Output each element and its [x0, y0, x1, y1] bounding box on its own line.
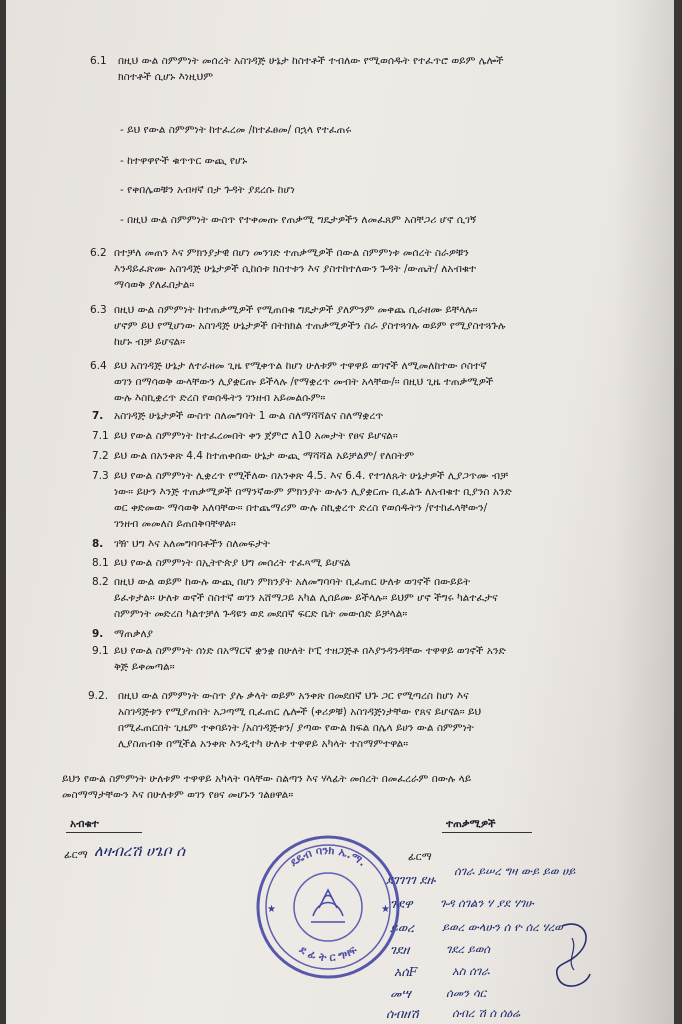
section-9-title: ማጠቃለያ	[114, 628, 154, 640]
clause-6-1-line: በዚህ ውል ስምምነት መሰረት አስገዳጅ ሁኔታ ከስተቶች ተብለው የሚወሰዱት የተፈጥሮ ወይም ሌሎች	[118, 55, 504, 67]
clause-6-3-line: ከሆኑ ብቻ ይሆናል።	[114, 336, 186, 348]
clause-6-1-line: ክስተቶች ሲሆኑ እነዚህም	[118, 71, 214, 83]
clause-6-2-line: እንዳይፈጽሙ አስገዳጅ ሁኔታዎች ሲከሰቱ ክስተቱን እና ያስተከተለውን ጉዳት /ውጤት/ ለአብቁተ	[114, 263, 477, 275]
clause-number: 6.4	[90, 360, 107, 372]
clause-8-2-line: ስምምነት መድረስ ካልተቻለ ጉዳዩን ወደ መደበኛ ፍርድ ቤት መውሰድ ይቻላል።	[114, 608, 408, 620]
clause-7-3-line: ነው። ይሁን እንጅ ተጠቃሚዎች በማንኛውም ምክንያት ውሉን ሊያቋርጡ ቢፈልጉ ለአብቁተ ቢያንስ አንድ	[114, 486, 512, 498]
clause-8-2-line: ይፈቱታል። ሁለቱ ወኖች ስስተኛ ወገን አሸማጋይ አካል ሊሰይሙ ይችላሉ። ይህም ሆኖ ችግሩ ካልተፈታና	[114, 592, 498, 604]
clause-6-2-line: ማሳወቅ ያለፈበታል።	[114, 279, 195, 291]
svg-text:★: ★	[267, 904, 276, 915]
handwritten-signature: ገደረ ይወሰ	[446, 942, 490, 956]
clause-7-2-line: ይህ ውል በአንቀጽ 4.4 ከተጠቀሰው ሁኔታ ውጪ ማሻሻል አይቻልም/ የለበትም	[114, 450, 415, 462]
clause-7-3-line: ወር ቀድመው ማሳወቅ አለባቸው። በተጨማሪም ውሉ ስኪቋረጥ ድረስ የወሰዱትን /የተከፈላቸውን/	[114, 502, 488, 514]
clause-8-2-line: በዚህ ውል ወይም ከውሉ ውጪ በሆነ ምክንያት አለመግባባት ቢፈጠር ሁለቱ ወገኖች በውይይት	[114, 576, 471, 588]
clause-6-2-line: በተቻለ መጠን እና ምክንያታዊ በሆነ መንገድ ተጠቃሚዎች በውል ስምምነቱ መሰረት ስራዎቹን	[114, 247, 469, 259]
clause-number: 8.2	[92, 576, 109, 588]
svg-text:ደ ፊ ት ር ግዛፍ	[296, 942, 359, 964]
clause-number: 9.2.	[88, 690, 109, 702]
section-8-title: ገዥ ህግ እና አለመግባባቶችን ስለመፍታት	[114, 538, 270, 550]
handwritten-signature: ሰገራ ይሠረ ግዛ ውይ ይወ ሀይ	[454, 864, 576, 878]
heading-underline	[442, 832, 532, 833]
clause-7-3-line: ይህ የውል ስምምነት ሊቋረጥ የሚችለው በአንቀጽ 4.5. እና 6.4. የተገለጹት ሁኔታዎች ሊያጋጥሙ ብቻ	[114, 470, 509, 482]
handwritten-signature: ሰመን ሳር	[446, 986, 486, 1000]
clause-7-1-line: ይህ የውል ስምምነት ከተፈረመበት ቀን ጀምሮ ለ10 አመታት የፀና ይሆናል።	[114, 430, 398, 442]
handwritten-name: ደገገገገ ደዙ	[386, 872, 436, 887]
clause-6-4-line: ውሉ እስኪቋረጥ ድረስ የወሰዱትን ገንዘብ አይመልሱም።	[114, 392, 326, 404]
clause-number: 7.2	[92, 450, 109, 462]
left-party-heading: አብቁተ	[70, 818, 99, 830]
handwritten-signature: ሰብረ ሽ ሰ ሰዕሬ	[452, 1006, 520, 1020]
left-signature: ለዛብረሽ ሀጌቦ ሰ	[94, 842, 186, 860]
stamp-bottom-text: ደ ፊ ት ር ግዛፍ	[297, 942, 359, 965]
bullet-item: - የቀበሌወቹን አብዛኛ በታ ጉዳት ያደረሱ ከሆነ	[120, 184, 295, 196]
clause-6-4-line: ይህ አስገዳጅ ሁኔታ ለተራዘመ ጊዜ የሚቀጥል ከሆነ ሁለቱም ተዋዋይ ወገኖች ለሚመለከተው ሶስተኛ	[114, 360, 487, 372]
clause-9-2-line: በሚፈጠርበት ጊዜም ተቀባይነት /አስገዳጅቱን/ ያጣው የውል ክፍል በሌላ ይሀን ውል ስምምነት	[118, 722, 474, 734]
handwritten-signature: አስ ሰገራ	[452, 964, 490, 978]
heading-underline	[66, 832, 142, 833]
clause-6-3-line: በዚህ ውል ስምምነት ከተጠቃሚዎች የሚጠበቁ ግዴታዎች ያለምንም መቀጨ ሲራዘሙ ይቸላሉ።	[114, 304, 478, 316]
stamp-top-text: ደዴብ ባንክ ኤ.ማ.	[287, 843, 369, 870]
sign-label-left: ፊርማ	[64, 849, 88, 861]
clause-6-3-line: ሆኖም ይህ የሚሆነው አስገዳጅ ሁኔታዎች በትክክል ተጠቃሚዎችን ስራ ያስተጓጎሉ ወይም የሚያስተጓጉሉ	[114, 320, 506, 332]
section-number: 9.	[92, 628, 104, 640]
handwritten-name: ጉደዋ	[390, 896, 413, 911]
scribble-mark	[542, 916, 602, 996]
clause-9-1-line: ይህ የውል ስምምነት ሰነድ በአማርኛ ቋንቋ በሁለት ኮፒ ተዘጋጅቶ በእያንዳንዳቸው ተዋዋይ ወገኖች አንድ	[114, 645, 506, 657]
clause-number: 6.2	[90, 247, 107, 259]
section-number: 7.	[92, 410, 104, 422]
handwritten-name: ገደዘ	[390, 942, 410, 957]
handwritten-name: ሰብዘሽ	[386, 1006, 419, 1021]
contract-page	[6, 0, 674, 1024]
clause-number: 6.3	[90, 304, 107, 316]
handwritten-signature: ጉዳ ሰገልን ሃ ያደ ሃገሁ	[440, 896, 534, 910]
clause-8-1-line: ይህ የውል ስምምነት በኢትዮጵያ ህግ መሰረት ተፈጻሚ ይሆናል	[114, 557, 351, 569]
closing-line: ይህን የውል ስምምነት ሁለቱም ተዋዋይ አካላት ባላቸው ስልጣን እና ሃላፊት መሰረት በመፈረራም በውሉ ላይ	[62, 773, 472, 785]
svg-text:★: ★	[381, 904, 390, 915]
bullet-item: - ይህ የውል ስምምነት ከተፈረመ /ከተፈፀመ/ በኋላ የተፈጠሩ	[120, 124, 352, 136]
clause-number: 6.1	[90, 55, 107, 67]
clause-number: 9.1	[92, 645, 109, 657]
svg-text:ደዴብ ባንክ ኤ.ማ.	[287, 844, 369, 870]
bullet-item: - ከተዋዋዮች ቁጥጥር ውጪ የሆኑ	[120, 155, 248, 167]
official-stamp	[253, 832, 403, 982]
clause-7-3-line: ገንዘብ መመለስ ይጠበቅባቸዋል።	[114, 518, 236, 530]
clause-number: 7.1	[92, 430, 109, 442]
handwritten-name: ይወረ	[390, 920, 414, 935]
clause-9-2-line: አስገዳጅቱን የሚያጠበት አጋጣሚ ቢፈጠር ሌሎች (ቀሪዎቹ) አስገዳጅነታቸው የጸና ይሆናል። ይህ	[118, 706, 482, 718]
bullet-item: - በዚህ ውል ስምምነት ውስጥ የተቀመጡ የጠቃሚ ግዴታዎችን ለመፈጸም አስቸጋሪ ሆኖ ሲገኝ	[120, 214, 477, 226]
clause-9-2-line: ሊያስጠብቅ በሚችል አንቀጽ እንዲተካ ሁለቱ ተዋዋይ አካላት ተስማምተዋል።	[118, 738, 409, 750]
sign-label-right: ፊርማ	[408, 851, 432, 863]
section-7-title: አስገዳጅ ሁኔታዎች ውስጥ ስለመግባት 1 ውል ስለማሻሻልና ስለማቋረጥ	[114, 410, 384, 422]
handwritten-name: መሣ	[390, 986, 411, 1001]
clause-9-1-line: ቅጅ ይቀመጣል።	[114, 661, 175, 673]
section-number: 8.	[92, 538, 104, 550]
clause-number: 8.1	[92, 557, 109, 569]
closing-line: መስማማታቸውን እና በሁለቱም ወገን የፀና መሆኑን ገልፀዋል።	[62, 789, 294, 801]
handwritten-name: አሰF	[394, 964, 418, 979]
right-party-heading: ተጠቃሚዎች	[446, 818, 496, 830]
handwritten-signature: ይወረ ውላሁን ሰ ዮ ሰረ ሃረወ	[442, 920, 563, 934]
clause-number: 7.3	[92, 470, 109, 482]
clause-6-4-line: ወገን በማሳወቅ ውላቸውን ሊያቋርጡ ይችላሉ /የማቋረጥ መብት አላቸው/። በዚህ ጊዜ ተጠቃሚዎች	[114, 376, 494, 388]
clause-9-2-line: በዚህ ውል ስምምነት ውስጥ ያሉ ቃላት ወይም አንቀጽ በመደበኛ ህጉ ጋር የሚጣረስ ከሆነ እና	[118, 690, 469, 702]
